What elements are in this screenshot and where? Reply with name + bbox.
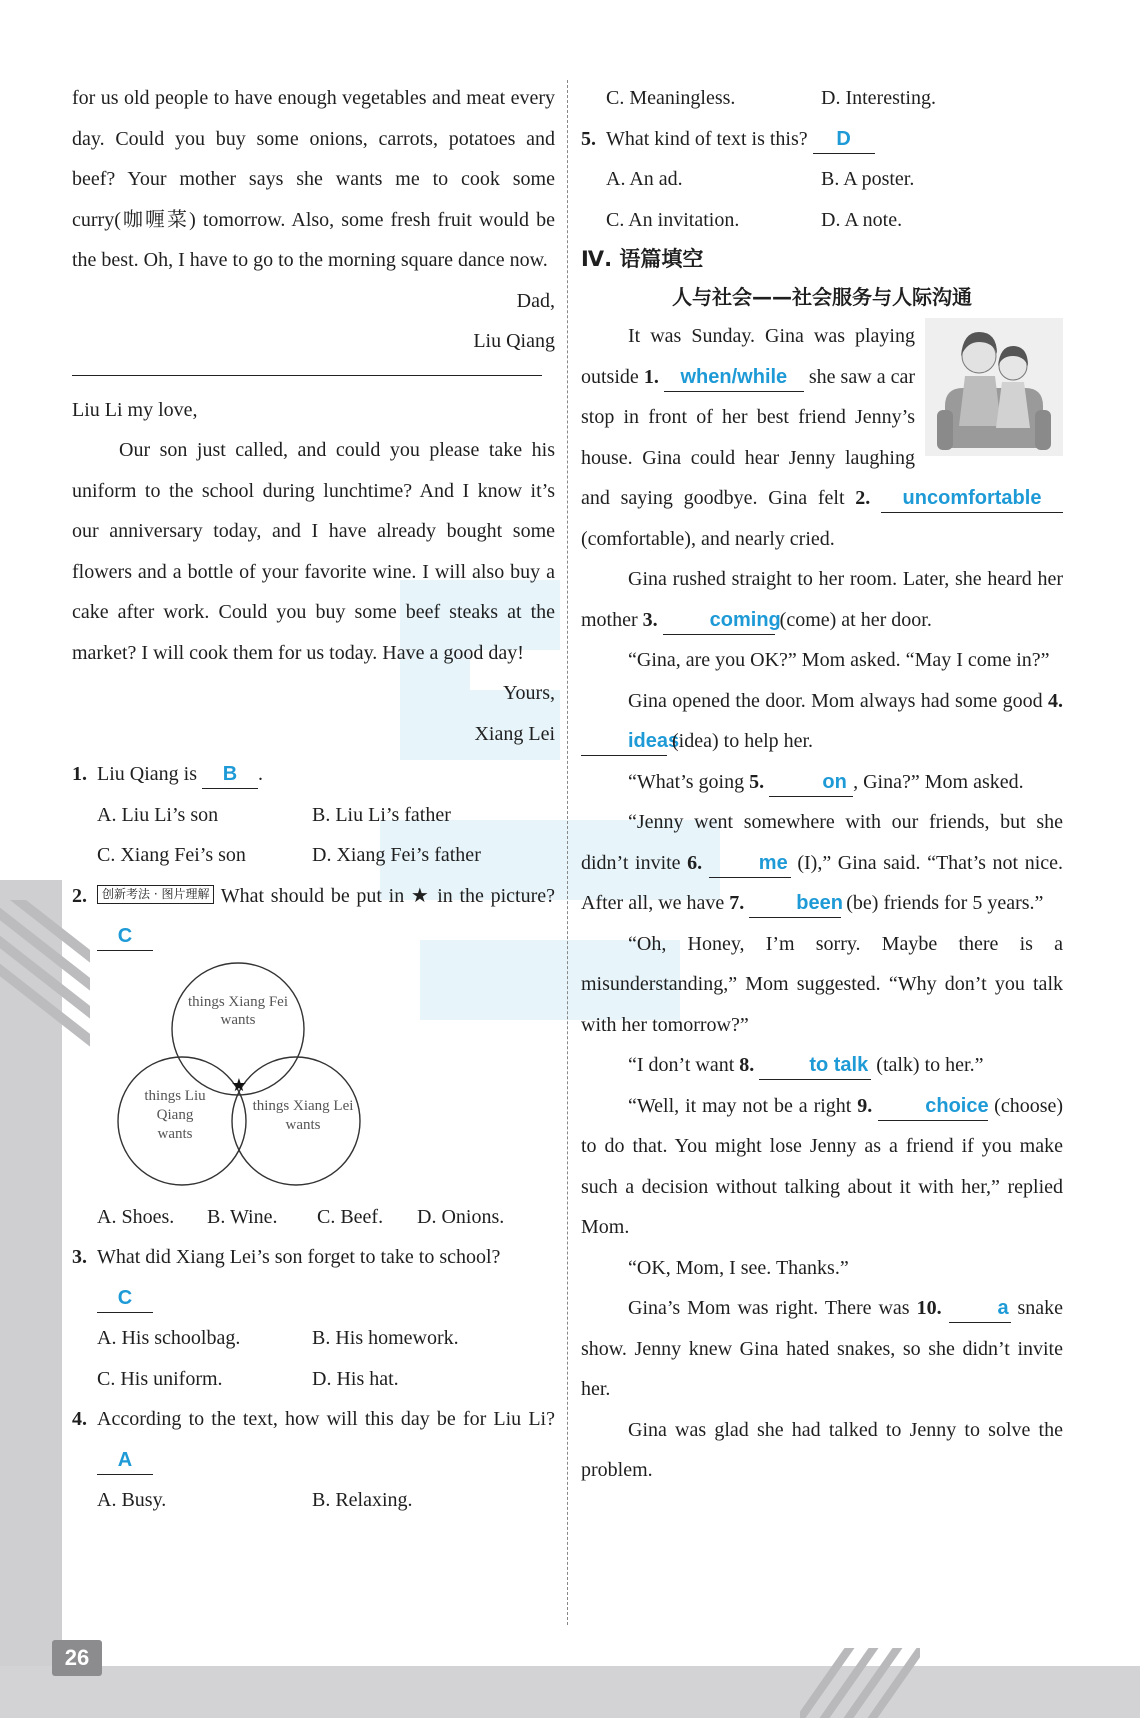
option: C. His uniform. — [97, 1367, 223, 1390]
answer-blank-4: ideas — [628, 730, 680, 752]
option: A. Shoes. — [97, 1205, 175, 1228]
option: B. Relaxing. — [312, 1489, 413, 1511]
option: D. Interesting. — [821, 87, 936, 109]
story-paragraph-6 — [581, 802, 1063, 924]
section-heading: Ⅳ. 语篇填空 — [581, 247, 704, 271]
venn-label-liu-qiang: things Liu Qiang wants — [144, 1087, 206, 1142]
story-text: (idea) to help her. — [672, 730, 814, 752]
story-text: Gina’s Mom was right. There was — [628, 1297, 910, 1319]
options-4a — [72, 1480, 555, 1521]
story-paragraph-4 — [581, 681, 1063, 762]
answer-4: A — [117, 1448, 133, 1471]
question-text: Liu Qiang is — [97, 763, 197, 785]
page-number: 26 — [52, 1640, 102, 1676]
options-3a — [72, 1318, 555, 1359]
girls-image — [925, 318, 1063, 456]
blank-number: 1. — [643, 365, 659, 388]
answer-5: D — [836, 127, 851, 150]
answer-blank-10: a — [997, 1297, 1009, 1319]
option: A. Busy. — [97, 1489, 167, 1511]
blank-number: 3. — [642, 608, 658, 631]
option: D. Xiang Fei’s father — [312, 844, 481, 866]
blank-number: 7. — [729, 892, 745, 914]
question-end: . — [258, 763, 263, 785]
option: C. Beef. — [317, 1205, 384, 1228]
option: B. Wine. — [207, 1205, 278, 1228]
option: B. His homework. — [312, 1327, 459, 1349]
story-text: (be) friends for 5 years.” — [846, 892, 1044, 914]
story-text: (come) at her door. — [779, 608, 932, 631]
venn-diagram — [108, 961, 368, 1191]
option: A. An ad. — [606, 168, 683, 190]
story-text: (choose) to do that. You might lose Jenny as a friend if you make such a decision without talking about it with her,” replied Mom. — [581, 1094, 1064, 1238]
story-paragraph-9 — [581, 1086, 1063, 1248]
story-text: “What’s going — [628, 770, 745, 793]
answer-blank-1: when/while — [680, 365, 788, 388]
story-paragraph-11 — [581, 1288, 1063, 1410]
letter1-signature: Liu Qiang — [473, 330, 555, 352]
letter2-signoff: Yours, — [503, 682, 555, 704]
column-divider — [567, 80, 568, 1625]
answer-blank-3: coming — [709, 608, 781, 631]
story-paragraph-10: “OK, Mom, I see. Thanks.” — [628, 1256, 849, 1279]
blank-number: 8. — [739, 1054, 755, 1076]
bottom-decor-stripes — [800, 1648, 920, 1718]
story-paragraph-5 — [581, 762, 1063, 803]
right-column — [581, 78, 1063, 1491]
letter-separator — [72, 375, 542, 376]
blank-number: 4. — [1048, 689, 1064, 712]
story-text: It was Sunday. Gina was playing outside — [581, 325, 915, 388]
story-text: (comfortable), and nearly cried. — [581, 527, 835, 550]
option: A. His schoolbag. — [97, 1327, 241, 1349]
venn-label-xiang-fei: things Xiang Fei wants — [188, 993, 288, 1028]
story-paragraph-7: “Oh, Honey, I’m sorry. Maybe there is a misunderstanding,” Mom suggested. “Why don’t you talk with her tomorrow?” — [581, 932, 1063, 1036]
question-3 — [72, 1237, 555, 1318]
answer-3: C — [117, 1286, 133, 1309]
left-column — [72, 78, 555, 1521]
options-2 — [72, 1197, 555, 1238]
options-5a — [581, 159, 1063, 200]
bottom-decor-bar — [0, 1666, 1140, 1718]
venn-star: ★ — [230, 1074, 248, 1095]
answer-blank-8: to talk — [809, 1054, 869, 1076]
options-1a — [72, 795, 555, 836]
question-text: What should be put in ★ in the picture? — [220, 884, 556, 907]
answer-blank-2: uncomfortable — [902, 487, 1042, 509]
answer-blank-5: on — [822, 770, 847, 793]
story-text: Gina opened the door. Mom always had some good — [628, 689, 1043, 712]
question-number: 3. — [72, 1246, 87, 1268]
blank-number: 10. — [916, 1297, 942, 1319]
option: C. An invitation. — [606, 208, 740, 231]
story-text: “I don’t want — [628, 1054, 735, 1076]
option: D. His hat. — [312, 1367, 399, 1390]
option: A. Liu Li’s son — [97, 803, 219, 826]
question-text: What did Xiang Lei’s son forget to take to school? — [97, 1246, 501, 1268]
answer-blank-7: been — [796, 892, 843, 914]
option: D. Onions. — [417, 1205, 505, 1228]
blank-number: 5. — [749, 770, 765, 793]
answer-2: C — [117, 925, 133, 947]
question-type-tag: 创新考法 · 图片理解 — [97, 885, 214, 904]
question-4 — [72, 1399, 555, 1480]
options-1b — [72, 835, 555, 876]
story-text: snake show. Jenny knew Gina hated snakes, so she didn’t invite her. — [581, 1297, 1064, 1400]
question-2 — [72, 876, 555, 957]
options-5b — [581, 200, 1063, 241]
letter1-signoff: Dad, — [516, 289, 555, 312]
blank-number: 2. — [855, 487, 871, 509]
option: B. A poster. — [821, 168, 915, 190]
question-number: 1. — [72, 763, 87, 785]
illustration-two-girls — [925, 318, 1063, 456]
question-5 — [581, 119, 1063, 160]
story-paragraph-12: Gina was glad she had talked to Jenny to solve the problem. — [581, 1418, 1063, 1481]
story-text: “Well, it may not be a right — [628, 1094, 852, 1117]
letter2-body: Our son just called, and could you please take his uniform to the school during lunchtime? And I know it’s our anniversary today, and I have already bought some flowers and a bottle of your favorite wine. I will also buy a cake after work. Could you buy some beef steaks at the market? I will cook them for us today. Have a good day! — [72, 439, 555, 664]
story-text: (I),” Gina said. “That’s not nice. After all, we have — [581, 851, 1063, 914]
option: C. Xiang Fei’s son — [97, 844, 246, 866]
option: C. Meaningless. — [606, 87, 736, 109]
venn-label-xiang-lei: things Xiang Lei wants — [252, 1097, 354, 1133]
options-3b — [72, 1359, 555, 1400]
story-paragraph-3: “Gina, are you OK?” Mom asked. “May I come in?” — [628, 649, 1050, 671]
story-paragraph-8 — [581, 1045, 1063, 1086]
letter2-signature: Xiang Lei — [474, 722, 555, 745]
question-number: 2. — [72, 884, 87, 907]
question-number: 5. — [581, 127, 596, 150]
blank-number: 6. — [687, 851, 703, 874]
story-paragraph-2 — [581, 559, 1063, 640]
story-text: “Jenny went somewhere with our friends, but she didn’t invite — [581, 811, 1063, 874]
answer-blank-9: choice — [925, 1094, 989, 1117]
letter2-greeting: Liu Li my love, — [72, 398, 198, 421]
question-number: 4. — [72, 1408, 87, 1430]
story-text: , Gina?” Mom asked. — [853, 770, 1024, 793]
answer-1: B — [222, 763, 238, 785]
story-text: she saw a car stop in front of her best friend Jenny’s house. Gina could hear Jenny laughing and saying goodbye. Gina felt — [581, 365, 916, 509]
story-text: (talk) to her.” — [876, 1054, 984, 1076]
answer-blank-6: me — [758, 851, 788, 874]
section-theme: 人与社会——社会服务与人际沟通 — [672, 285, 972, 309]
question-1 — [72, 754, 555, 795]
story-text: Gina rushed straight to her room. Later, she heard her mother — [581, 568, 1063, 631]
blank-number: 9. — [857, 1094, 873, 1117]
option: B. Liu Li’s father — [312, 803, 451, 826]
question-text: What kind of text is this? — [606, 127, 808, 150]
options-4b — [581, 78, 1063, 119]
question-text: According to the text, how will this day be for Liu Li? — [97, 1408, 555, 1430]
letter1-body: for us old people to have enough vegetables and meat every day. Could you buy some onions, carrots, potatoes and beef? Your mother says she wants me to cook some curry(咖喱菜) tomorrow. Also, some fresh fruit would be the best. Oh, I have to go to the morning square dance now. — [72, 87, 555, 271]
option: D. A note. — [821, 208, 903, 231]
